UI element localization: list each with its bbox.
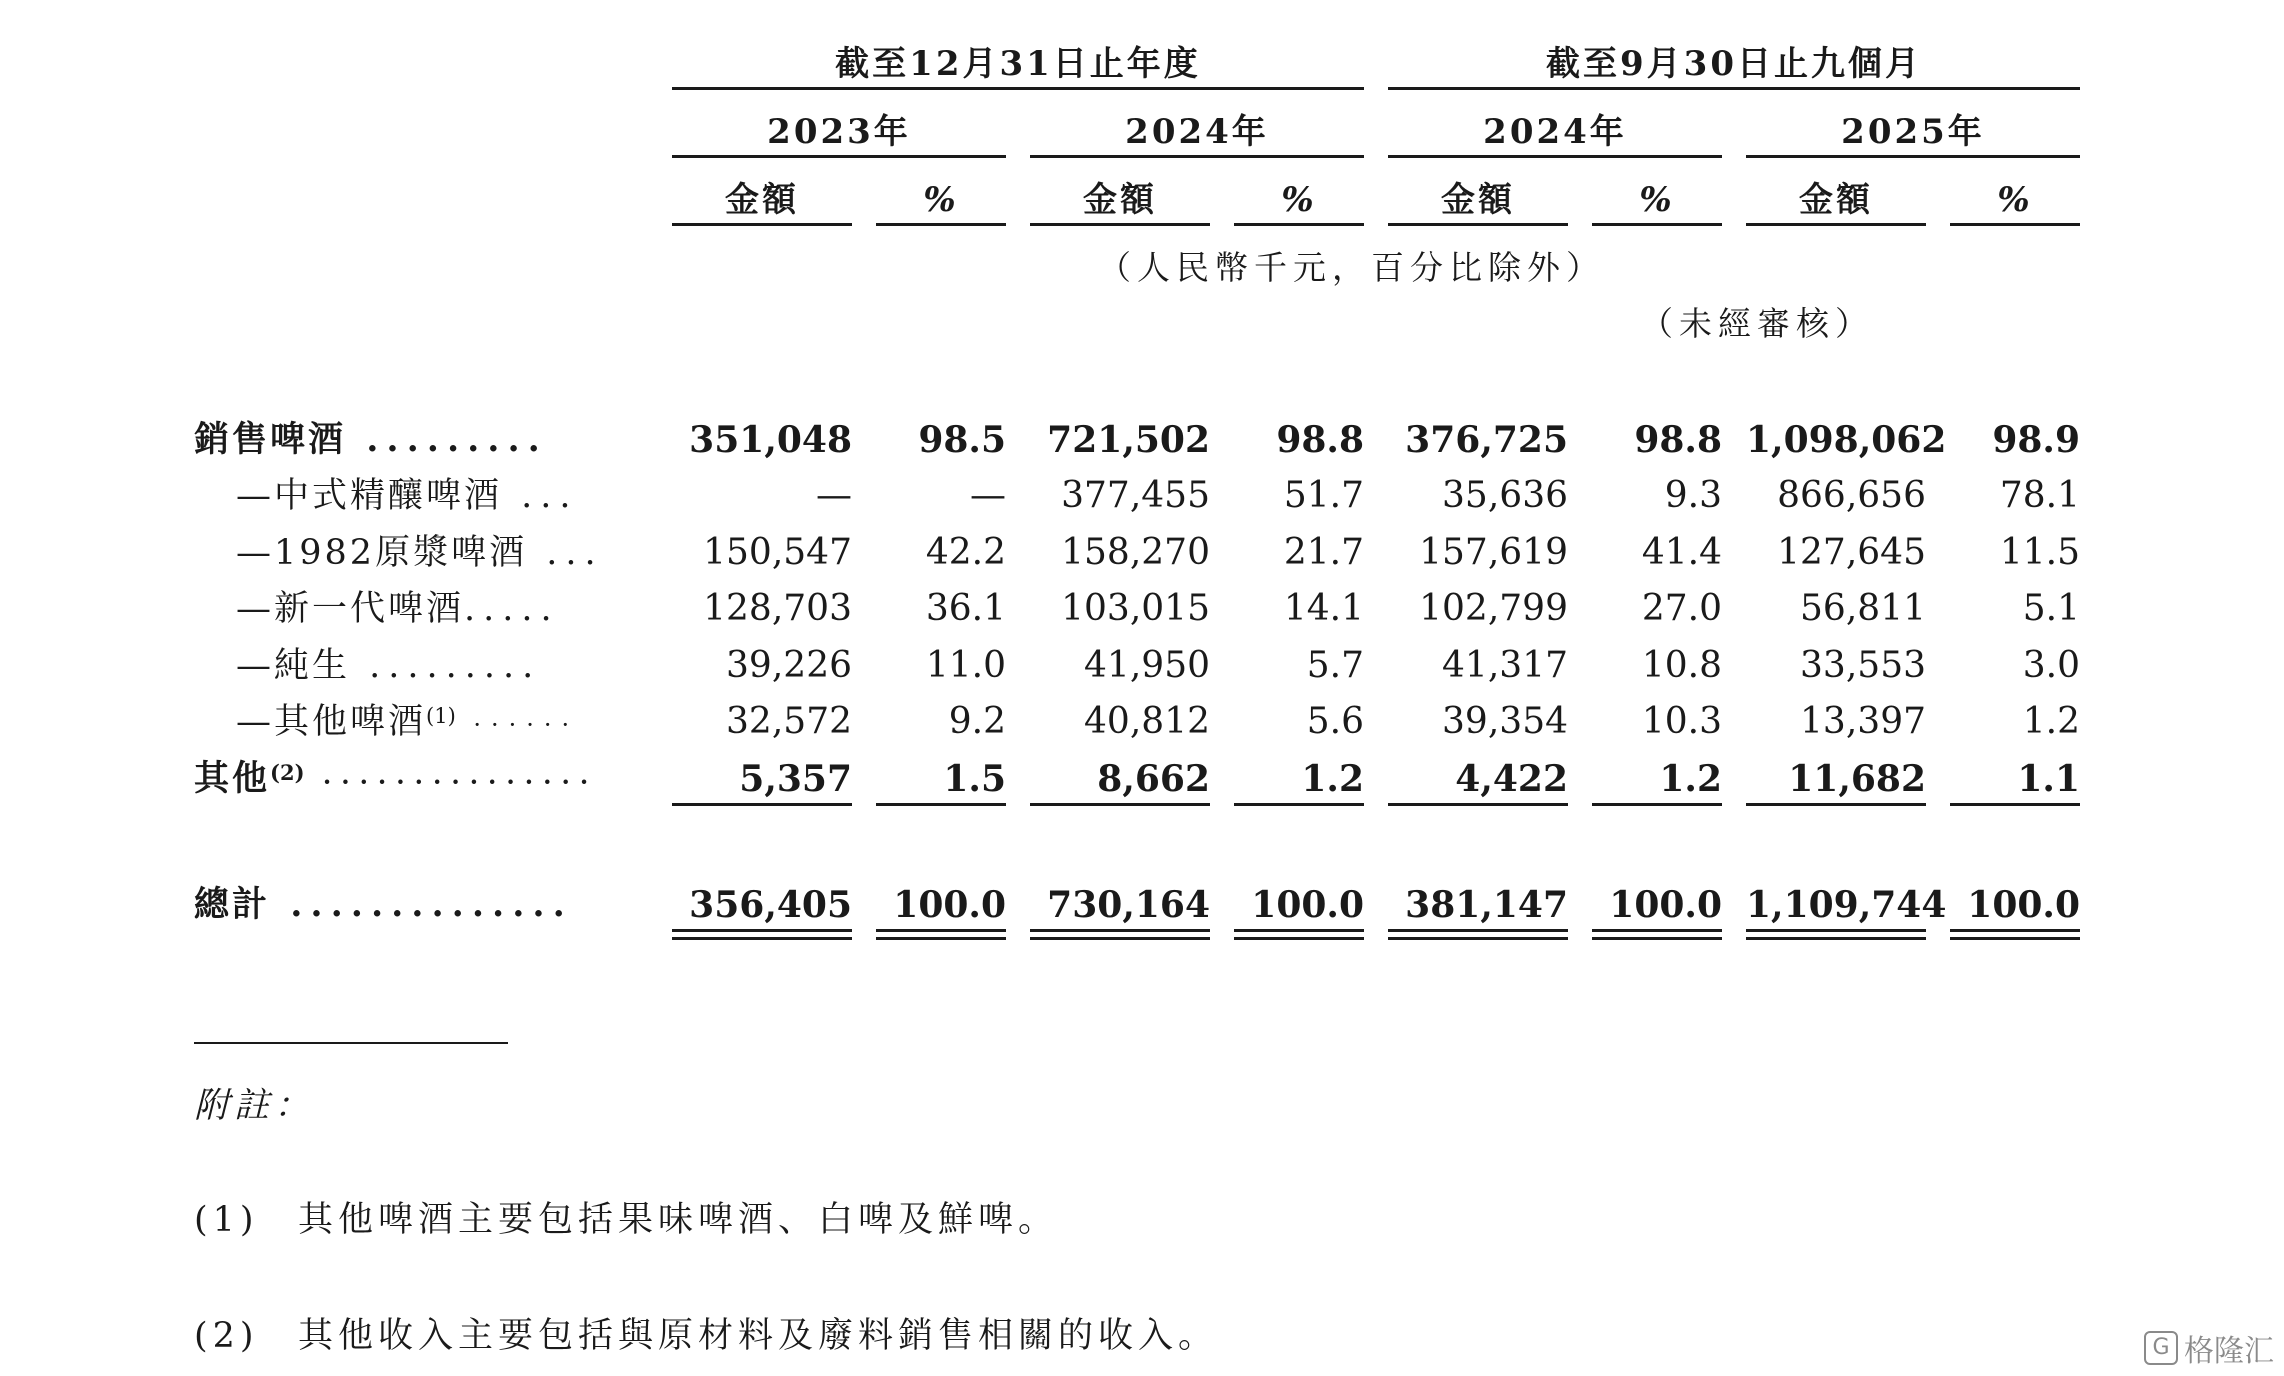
pct-cell: 78.1 bbox=[1999, 475, 2080, 516]
pct-cell: 9.3 bbox=[1664, 475, 1722, 516]
amount-cell: 128,703 bbox=[703, 588, 852, 629]
total-amount-cell: 356,405 bbox=[689, 884, 852, 926]
amount-cell: 103,015 bbox=[1061, 588, 1210, 629]
year-header-2024-9m: 2024年 bbox=[1483, 112, 1627, 152]
pct-cell: 10.8 bbox=[1641, 645, 1722, 686]
amount-cell: 13,397 bbox=[1800, 701, 1926, 742]
pct-cell: 21.7 bbox=[1283, 532, 1364, 573]
amount-cell: 35,636 bbox=[1442, 475, 1568, 516]
total-double-rule bbox=[672, 937, 852, 940]
row-label-total: 總計 .............. bbox=[194, 884, 573, 925]
unaudited-note: （未經審核） bbox=[1640, 304, 1874, 343]
pct-cell: 5.7 bbox=[1306, 645, 1364, 686]
subheader-rule bbox=[672, 223, 852, 226]
amount-cell: 377,455 bbox=[1061, 475, 1210, 516]
subtotal-rule bbox=[1746, 803, 1926, 806]
total-double-rule bbox=[1592, 929, 1722, 932]
period-header-9m: 截至9月30日止九個月 bbox=[1546, 44, 1922, 84]
total-double-rule bbox=[1234, 937, 1364, 940]
total-pct-cell: 100.0 bbox=[1251, 884, 1364, 926]
pct-header: % bbox=[923, 180, 959, 220]
note-2-text: 其他收入主要包括與原材料及廢料銷售相關的收入。 bbox=[298, 1316, 1219, 1356]
amount-cell: 40,812 bbox=[1084, 701, 1210, 742]
subheader-rule bbox=[1234, 223, 1364, 226]
pct-cell: 14.1 bbox=[1283, 588, 1364, 629]
note-1-marker: (1) bbox=[194, 1200, 259, 1240]
notes-heading: 附註： bbox=[194, 1086, 315, 1126]
amount-cell: 127,645 bbox=[1777, 532, 1926, 573]
total-double-rule bbox=[1388, 929, 1568, 932]
period-header-fy: 截至12月31日止年度 bbox=[835, 44, 1201, 84]
amount-cell: 351,048 bbox=[689, 419, 852, 461]
pct-cell: 41.4 bbox=[1641, 532, 1722, 573]
year-rule bbox=[1388, 155, 1722, 158]
total-double-rule bbox=[1030, 929, 1210, 932]
pct-cell: 98.5 bbox=[918, 419, 1006, 461]
period-rule-9m bbox=[1388, 87, 2080, 90]
total-double-rule bbox=[1388, 937, 1568, 940]
pct-cell: 1.2 bbox=[1659, 758, 1722, 800]
row-label-1982-original: —1982原漿啤酒 ... bbox=[236, 533, 604, 573]
row-label-other-beer: —其他啤酒$^{(1)}$ ······ bbox=[236, 702, 580, 742]
subtotal-rule bbox=[672, 803, 852, 806]
year-header-2023: 2023年 bbox=[767, 112, 911, 152]
total-amount-cell: 1,109,744 bbox=[1746, 884, 1947, 926]
pct-cell: 11.5 bbox=[1999, 532, 2080, 573]
total-pct-cell: 100.0 bbox=[1967, 884, 2080, 926]
subtotal-rule bbox=[1950, 803, 2080, 806]
pct-cell: 1.5 bbox=[943, 758, 1006, 800]
amount-cell: 39,226 bbox=[726, 645, 852, 686]
amount-cell: 4,422 bbox=[1455, 758, 1568, 800]
unit-note: （人民幣千元，百分比除外） bbox=[1098, 248, 1605, 287]
amount-header: 金額 bbox=[1083, 180, 1157, 220]
year-rule bbox=[672, 155, 1006, 158]
amount-cell: 376,725 bbox=[1405, 419, 1568, 461]
pct-cell: 98.8 bbox=[1634, 419, 1722, 461]
row-label-chinese-craft: —中式精釀啤酒 ... bbox=[236, 476, 579, 516]
subheader-rule bbox=[1592, 223, 1722, 226]
total-double-rule bbox=[672, 929, 852, 932]
footnote-rule bbox=[194, 1042, 508, 1044]
amount-cell: 8,662 bbox=[1097, 758, 1210, 800]
amount-cell: 721,502 bbox=[1047, 419, 1210, 461]
pct-cell: 1.2 bbox=[2022, 701, 2080, 742]
row-label-others: 其他$^{(2)}$ ··············· bbox=[194, 758, 599, 799]
amount-cell: 150,547 bbox=[703, 532, 852, 573]
pct-cell: 36.1 bbox=[925, 588, 1006, 629]
watermark bbox=[2144, 1326, 2274, 1370]
amount-cell: 39,354 bbox=[1442, 701, 1568, 742]
subtotal-rule bbox=[1388, 803, 1568, 806]
row-label-beer-sales: 銷售啤酒 ......... bbox=[194, 419, 548, 460]
watermark-text: 格隆汇 bbox=[2184, 1334, 2274, 1369]
pct-cell: 51.7 bbox=[1283, 475, 1364, 516]
total-amount-cell: 730,164 bbox=[1047, 884, 1210, 926]
pct-cell: 27.0 bbox=[1641, 588, 1722, 629]
pct-cell: 5.6 bbox=[1306, 701, 1364, 742]
amount-cell: 102,799 bbox=[1419, 588, 1568, 629]
subtotal-rule bbox=[1592, 803, 1722, 806]
total-double-rule bbox=[1030, 937, 1210, 940]
pct-cell: 11.0 bbox=[925, 645, 1006, 686]
total-double-rule bbox=[1950, 929, 2080, 932]
amount-cell: 56,811 bbox=[1800, 588, 1926, 629]
amount-cell: — bbox=[816, 475, 852, 516]
total-double-rule bbox=[1746, 937, 1926, 940]
pct-cell: 3.0 bbox=[2022, 645, 2080, 686]
amount-cell: 158,270 bbox=[1061, 532, 1210, 573]
subtotal-rule bbox=[876, 803, 1006, 806]
note-2-marker: (2) bbox=[194, 1316, 259, 1356]
amount-cell: 157,619 bbox=[1419, 532, 1568, 573]
subheader-rule bbox=[1388, 223, 1568, 226]
pct-cell: — bbox=[970, 475, 1006, 516]
total-double-rule bbox=[1592, 937, 1722, 940]
pct-cell: 10.3 bbox=[1641, 701, 1722, 742]
subheader-rule bbox=[1746, 223, 1926, 226]
year-header-2025: 2025年 bbox=[1841, 112, 1985, 152]
row-label-draft: —純生 ......... bbox=[236, 646, 542, 686]
pct-cell: 98.9 bbox=[1992, 419, 2080, 461]
pct-cell: 1.2 bbox=[1301, 758, 1364, 800]
pct-header: % bbox=[1639, 180, 1675, 220]
amount-header: 金額 bbox=[725, 180, 799, 220]
total-double-rule bbox=[1234, 929, 1364, 932]
year-rule bbox=[1030, 155, 1364, 158]
total-amount-cell: 381,147 bbox=[1405, 884, 1568, 926]
subheader-rule bbox=[1030, 223, 1210, 226]
amount-cell: 41,950 bbox=[1084, 645, 1210, 686]
year-rule bbox=[1746, 155, 2080, 158]
subheader-rule bbox=[876, 223, 1006, 226]
pct-cell: 1.1 bbox=[2017, 758, 2080, 800]
subtotal-rule bbox=[1234, 803, 1364, 806]
amount-cell: 5,357 bbox=[739, 758, 852, 800]
amount-header: 金額 bbox=[1441, 180, 1515, 220]
amount-header: 金額 bbox=[1799, 180, 1873, 220]
pct-cell: 5.1 bbox=[2022, 588, 2080, 629]
amount-cell: 32,572 bbox=[726, 701, 852, 742]
pct-header: % bbox=[1997, 180, 2033, 220]
year-header-2024-fy: 2024年 bbox=[1125, 112, 1269, 152]
total-double-rule bbox=[876, 937, 1006, 940]
amount-cell: 1,098,062 bbox=[1746, 419, 1947, 461]
pct-cell: 9.2 bbox=[948, 701, 1006, 742]
pct-header: % bbox=[1281, 180, 1317, 220]
total-pct-cell: 100.0 bbox=[893, 884, 1006, 926]
period-rule-fy bbox=[672, 87, 1364, 90]
total-double-rule bbox=[1950, 937, 2080, 940]
amount-cell: 866,656 bbox=[1777, 475, 1926, 516]
amount-cell: 33,553 bbox=[1800, 645, 1926, 686]
total-double-rule bbox=[876, 929, 1006, 932]
total-pct-cell: 100.0 bbox=[1609, 884, 1722, 926]
row-label-new-generation: —新一代啤酒..... bbox=[236, 589, 560, 629]
pct-cell: 42.2 bbox=[925, 532, 1006, 573]
subheader-rule bbox=[1950, 223, 2080, 226]
total-double-rule bbox=[1746, 929, 1926, 932]
subtotal-rule bbox=[1030, 803, 1210, 806]
amount-cell: 41,317 bbox=[1442, 645, 1568, 686]
note-1-text: 其他啤酒主要包括果味啤酒、白啤及鮮啤。 bbox=[298, 1200, 1059, 1240]
watermark-logo-icon: G bbox=[2144, 1331, 2178, 1365]
pct-cell: 98.8 bbox=[1276, 419, 1364, 461]
amount-cell: 11,682 bbox=[1788, 758, 1926, 800]
